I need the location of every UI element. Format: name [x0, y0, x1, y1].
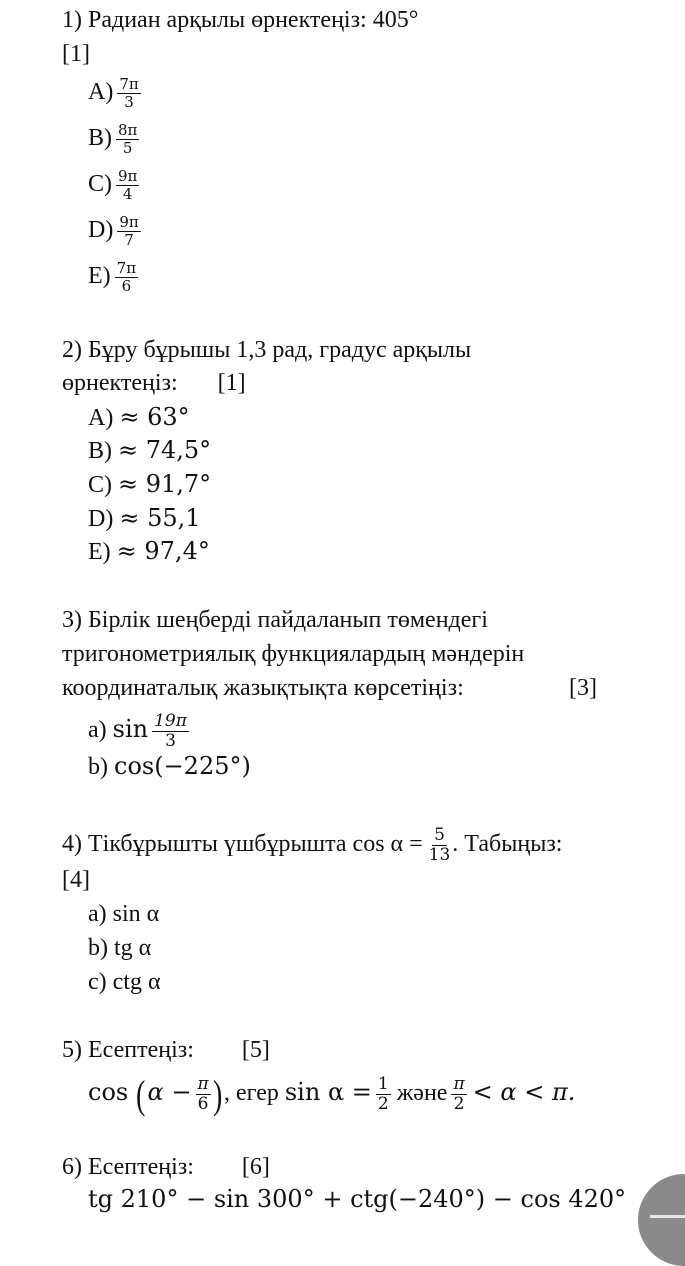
- q4-score: [4]: [62, 867, 90, 893]
- q2-option-e: E) ≈ 97,4°: [88, 537, 210, 565]
- q5-expression: cos (α − $\frac{\pi}{6}$ ), егер sin α = $\frac{1}{2}$ және $\frac{\pi}{2}$ < α < π.: [88, 1071, 576, 1117]
- q1-option-d: D) $\frac{9\pi}{7}$: [88, 213, 139, 249]
- q1-option-e: E) $\frac{7\pi}{6}$: [88, 259, 137, 295]
- floating-action-button[interactable]: [638, 1174, 685, 1266]
- q2-score: [1]: [217, 370, 246, 396]
- q5-title: 5) Есептеңіз: [5]: [62, 1037, 270, 1063]
- q2-option-c: C) ≈ 91,7°: [88, 470, 212, 498]
- q4-item-c: c) ctg α: [88, 969, 161, 995]
- q4-item-a: a) sin α: [88, 901, 160, 927]
- q3-score: [3]: [569, 675, 597, 701]
- q3-item-a: a) sin $\frac{19\pi}{3}$: [88, 711, 187, 751]
- q6-title: 6) Есептеңіз: [6]: [62, 1154, 270, 1180]
- q2-option-d: D) ≈ 55,1: [88, 504, 201, 532]
- q2-option-b: B) ≈ 74,5°: [88, 436, 212, 464]
- q5-score: [5]: [241, 1037, 270, 1063]
- q2-title-line2: өрнектеңіз: [1]: [62, 370, 246, 396]
- q1-score: [1]: [62, 41, 90, 67]
- q1-option-a: A) $\frac{7\pi}{3}$: [88, 75, 139, 111]
- q4-item-b: b) tg α: [88, 935, 152, 961]
- q4-title: 4) Тікбұрышты үшбұрышта cos α = $\frac{5}{13}$ . Табыңыз:: [62, 825, 563, 865]
- q6-score: [6]: [241, 1154, 270, 1180]
- q3-title-line1: 3) Бірлік шеңберді пайдаланып төмендегі: [62, 607, 488, 633]
- q3-title-line2: тригонометриялық функциялардың мәндерін: [62, 641, 525, 667]
- q1-option-c: C) $\frac{9\pi}{4}$: [88, 167, 138, 203]
- q1-title: 1) Радиан арқылы өрнектеңіз: 405°: [62, 7, 419, 33]
- q3-item-b: b) cos(−225°): [88, 752, 251, 780]
- q6-expression: tg 210° − sin 300° + ctg(−240°) − cos 420°: [88, 1185, 627, 1213]
- q1-option-b: B) $\frac{8\pi}{5}$: [88, 121, 138, 157]
- menu-icon: [650, 1215, 685, 1218]
- q3-title-line3: координаталық жазықтықта көрсетіңіз:: [62, 675, 464, 701]
- q2-title-line1: 2) Бұру бұрышы 1,3 рад, градус арқылы: [62, 337, 472, 363]
- q2-option-a: A) ≈ 63°: [88, 403, 190, 431]
